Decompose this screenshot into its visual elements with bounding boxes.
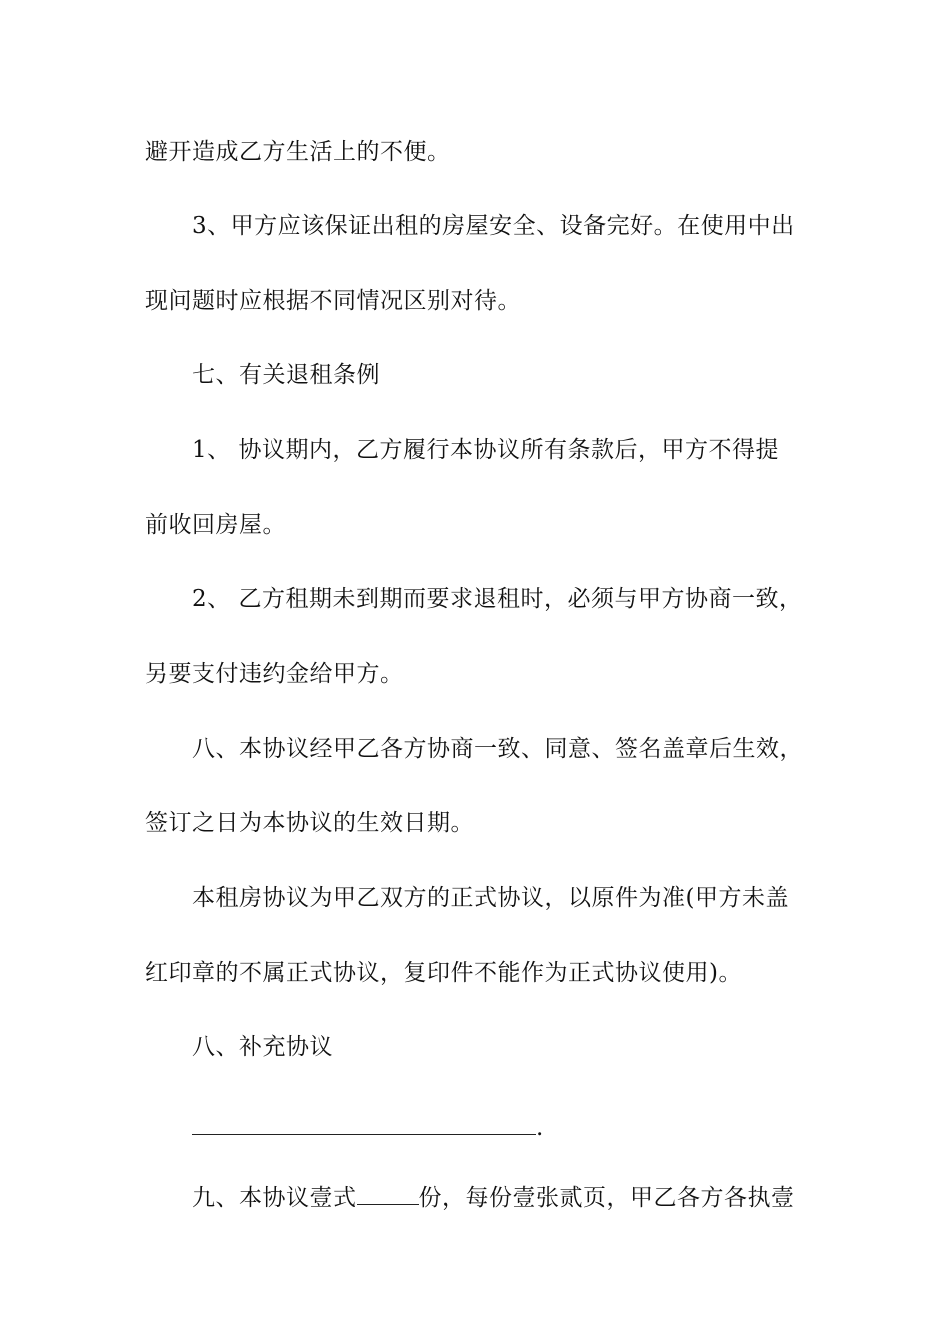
paragraph-line: 红印章的不属正式协议，复印件不能作为正式协议使用)。	[145, 960, 742, 986]
paragraph-line: 另要支付违约金给甲方。	[145, 661, 404, 687]
paragraph-line: 前收回房屋。	[145, 512, 286, 538]
paragraph-line: 现问题时应根据不同情况区别对待。	[145, 288, 521, 314]
section-heading: 七、有关退租条例	[192, 362, 380, 388]
paragraph-line: 本租房协议为甲乙双方的正式协议，以原件为准(甲方未盖	[192, 885, 789, 911]
copies-blank	[357, 1182, 419, 1205]
paragraph-line: 签订之日为本协议的生效日期。	[145, 810, 474, 836]
paragraph-line: 2、 乙方租期未到期而要求退租时，必须与甲方协商一致，	[192, 586, 803, 612]
paragraph-line: 八、本协议经甲乙各方协商一致、同意、签名盖章后生效，	[192, 736, 803, 762]
paragraph-line: 3、甲方应该保证出租的房屋安全、设备完好。在使用中出	[192, 213, 795, 239]
blank-line-end: .	[536, 1115, 544, 1141]
section-heading: 八、补充协议	[192, 1034, 333, 1060]
paragraph-line-copies	[192, 1182, 817, 1212]
paragraph-line: 1、 协议期内，乙方履行本协议所有条款后，甲方不得提	[192, 437, 779, 463]
copies-text-after: 份，每份壹张贰页，甲乙各方各执壹	[418, 1185, 795, 1211]
blank-underline	[192, 1114, 536, 1135]
copies-text-before: 九、本协议壹式	[192, 1185, 357, 1211]
supplementary-blank-line	[192, 1113, 543, 1143]
paragraph-line: 避开造成乙方生活上的不便。	[145, 139, 451, 165]
